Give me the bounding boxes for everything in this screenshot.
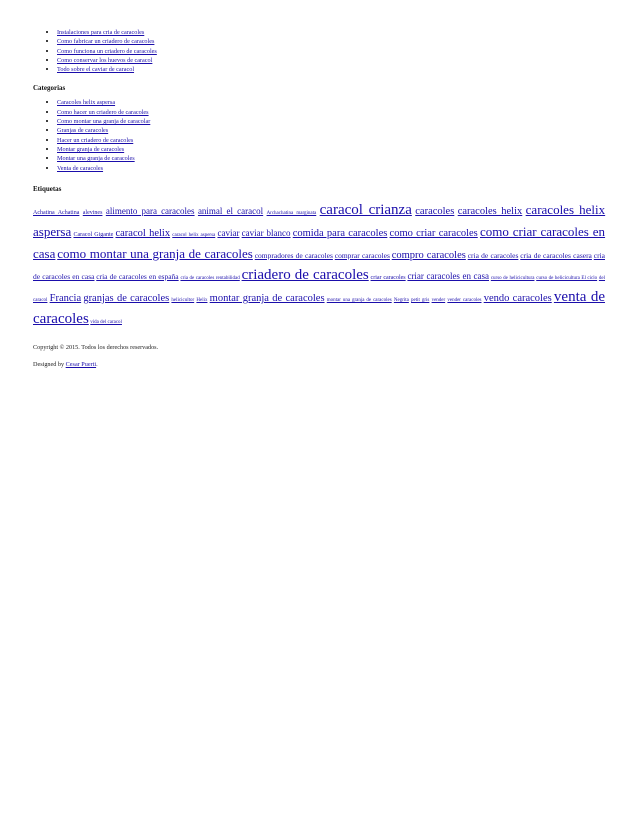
tag-link[interactable]: caviar bbox=[217, 227, 240, 238]
tags-heading: Etiquetas bbox=[33, 184, 62, 193]
page-content bbox=[33, 28, 605, 368]
tag-link[interactable]: cria de caracoles en españa bbox=[96, 271, 179, 281]
list-item bbox=[57, 56, 605, 65]
tag-link[interactable]: caracol crianza bbox=[319, 201, 412, 218]
tag-link[interactable]: caviar blanco bbox=[241, 227, 291, 238]
tag-link[interactable]: cria de caracoles bbox=[467, 250, 519, 260]
tag-link[interactable]: criar caracoles bbox=[370, 274, 406, 281]
tag-link[interactable]: vender bbox=[431, 297, 446, 303]
tag-link[interactable]: caracol helix bbox=[115, 227, 171, 239]
category-link[interactable]: Montar una granja de caracoles bbox=[57, 155, 135, 163]
recent-post-link[interactable]: Instalaciones para cria de caracoles bbox=[57, 29, 145, 36]
tag-link[interactable]: alimento para caracoles bbox=[105, 205, 195, 216]
tag-link[interactable]: Francia bbox=[49, 292, 82, 304]
list-item bbox=[57, 164, 605, 173]
tag-link[interactable]: caracoles bbox=[415, 205, 455, 217]
category-link[interactable]: Montar granja de caracoles bbox=[57, 145, 125, 153]
list-item bbox=[57, 126, 605, 135]
designed-by-line bbox=[33, 361, 605, 368]
tag-link[interactable]: comida para caracoles bbox=[292, 227, 388, 239]
tag-link[interactable]: del caracol bbox=[33, 275, 606, 303]
tag-link[interactable]: como montar una granja de caracoles bbox=[57, 245, 253, 261]
list-item bbox=[57, 98, 605, 107]
list-item bbox=[57, 108, 605, 117]
category-link[interactable]: Como hacer un criadero de caracoles bbox=[57, 108, 149, 116]
tag-link[interactable]: cria de caracoles en casa bbox=[33, 250, 605, 281]
recent-posts-list bbox=[33, 28, 605, 74]
tag-link[interactable]: como criar caracoles bbox=[389, 227, 478, 239]
tag-link[interactable]: criadero de caracoles bbox=[241, 266, 369, 283]
tag-link[interactable]: caracoles helix aspersa bbox=[33, 201, 606, 239]
list-item bbox=[57, 136, 605, 145]
tag-link[interactable]: Caracol Gigante bbox=[73, 231, 114, 238]
tag-link[interactable]: montar granja de caracoles bbox=[209, 292, 325, 304]
list-item bbox=[57, 117, 605, 126]
tag-link[interactable]: granjas de caracoles bbox=[83, 292, 170, 304]
designed-by-label: Designed by bbox=[33, 360, 66, 368]
recent-post-link[interactable]: Como fabricar un criadero de caracoles bbox=[57, 38, 155, 46]
tag-link[interactable]: compradores de caracoles bbox=[254, 250, 333, 260]
tag-link[interactable]: curso de helicicultura El ciclo bbox=[536, 275, 598, 281]
list-item bbox=[57, 28, 605, 37]
category-link[interactable]: Caracoles helix aspersa bbox=[57, 99, 116, 107]
tag-link[interactable]: montar una granja de caracoles bbox=[326, 297, 392, 303]
tag-link[interactable]: cria de caracoles casera bbox=[520, 250, 592, 260]
tag-link[interactable]: cria de caracoles rentabilidad bbox=[180, 275, 240, 281]
tag-link[interactable]: como criar caracoles en casa bbox=[33, 223, 606, 261]
tag-link[interactable]: helicicultor bbox=[171, 297, 195, 303]
tag-link[interactable]: curso de helicicultura bbox=[490, 275, 535, 281]
tag-link[interactable]: petit gris bbox=[411, 297, 430, 303]
tag-link[interactable]: Achatina Achatina bbox=[33, 209, 80, 216]
designed-by-suffix: . bbox=[96, 360, 98, 368]
categories-heading: Categorias bbox=[33, 84, 66, 93]
designer-link[interactable]: Cesar Puerti bbox=[65, 360, 97, 368]
tag-link[interactable]: caracoles helix bbox=[457, 205, 523, 217]
list-item bbox=[57, 65, 605, 74]
recent-post-link[interactable]: Como funciona un criadero de caracoles bbox=[57, 47, 157, 55]
tag-link[interactable]: comprar caracoles bbox=[334, 250, 390, 260]
category-link[interactable]: Granjas de caracoles bbox=[57, 127, 109, 135]
tag-link[interactable]: Negrita bbox=[393, 297, 409, 303]
tag-link[interactable]: criar caracoles en casa bbox=[407, 270, 490, 281]
tag-link[interactable]: vida del caracol bbox=[90, 319, 122, 325]
recent-post-link[interactable]: Todo sobre el caviar de caracol bbox=[57, 66, 135, 74]
copyright-text: Copyright © 2015. Todos los derechos reservados. bbox=[33, 343, 159, 351]
list-item bbox=[57, 37, 605, 46]
list-item bbox=[57, 47, 605, 56]
tag-link[interactable]: venta de caracoles bbox=[33, 288, 605, 327]
recent-post-link[interactable]: Como conservar los huevos de caracol bbox=[57, 56, 153, 64]
footer bbox=[33, 344, 605, 368]
tag-link[interactable]: Helix bbox=[196, 297, 208, 303]
tag-link[interactable]: caracol helix aspersa bbox=[172, 232, 216, 238]
category-link[interactable]: Como montar una granja de caracolar bbox=[57, 118, 151, 126]
tag-link[interactable]: Archachatina marginata bbox=[266, 210, 317, 216]
tag-cloud bbox=[33, 201, 605, 332]
tag-link[interactable]: alevines bbox=[82, 209, 103, 216]
tag-link[interactable]: vender caracoles bbox=[447, 297, 482, 303]
list-item bbox=[57, 145, 605, 154]
list-item bbox=[57, 154, 605, 163]
tag-link[interactable]: animal el caracol bbox=[197, 205, 264, 216]
tag-link[interactable]: vendo caracoles bbox=[483, 292, 552, 304]
category-link[interactable]: Venta de caracoles bbox=[57, 164, 104, 172]
category-link[interactable]: Hacer un criadero de caracoles bbox=[57, 136, 134, 144]
tag-link[interactable]: compro caracoles bbox=[391, 249, 466, 261]
categories-list bbox=[33, 98, 605, 172]
